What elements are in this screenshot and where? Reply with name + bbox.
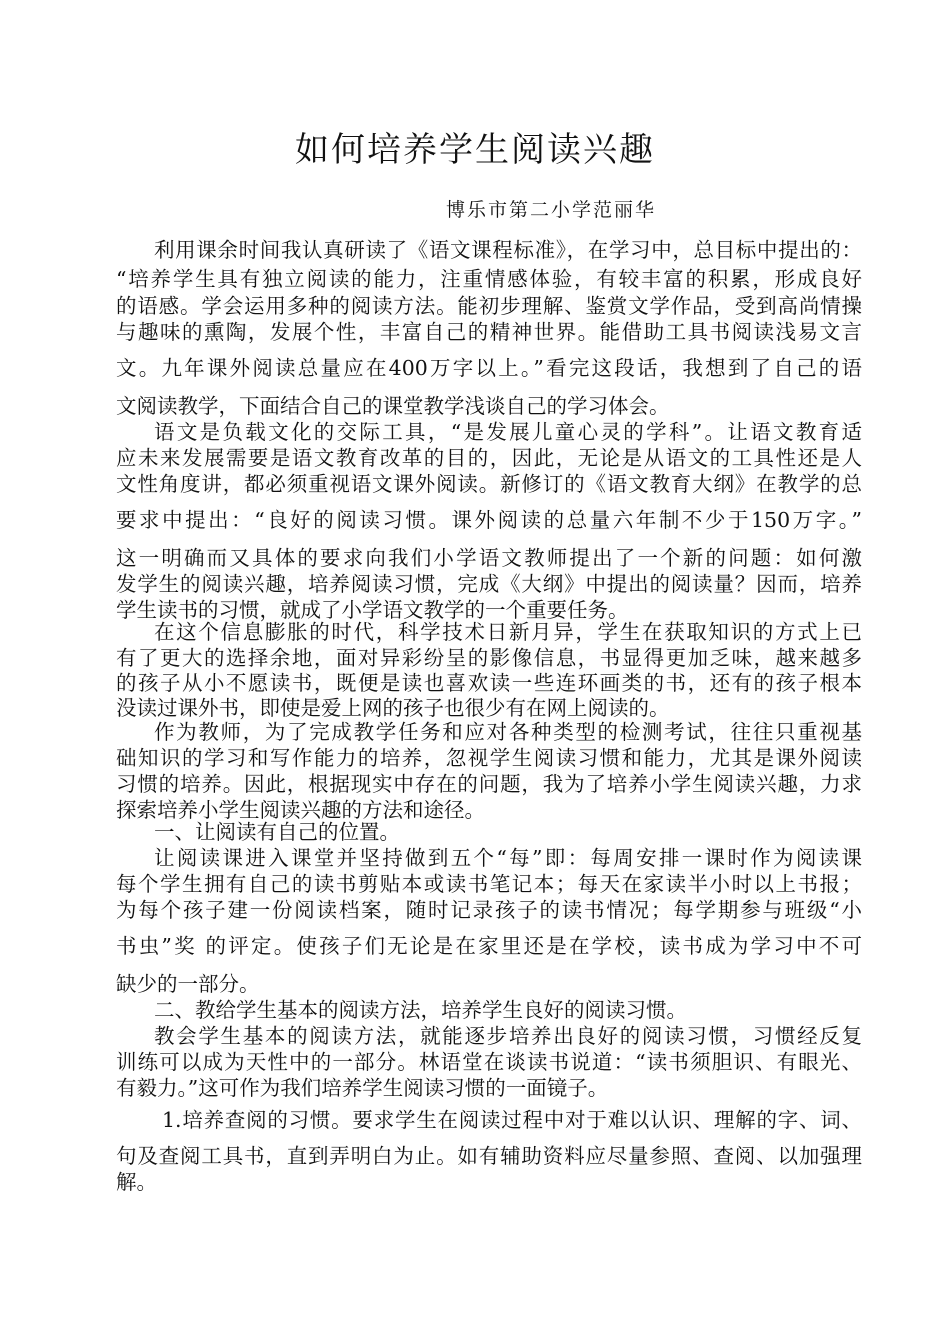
text-line: 书虫”奖 的评定。使孩子们无论是在家里还是在学校，读书成为学习中不可 [116,934,862,958]
text-line: 让阅读课进入课堂并坚持做到五个“每”即：每周安排一课时作为阅读课 [154,846,862,870]
section-heading: 二、教给学生基本的阅读方法，培养学生良好的阅读习惯。 [154,998,687,1022]
text-line: 利用课余时间我认真研读了《语文课程标准》，在学习中，总目标中提出的： [154,238,862,262]
text-line: 1.培养查阅的习惯。要求学生在阅读过程中对于难以认识、理解的字、词、 [162,1108,862,1132]
text-line: 应未来发展需要是语文教育改革的目的，因此，无论是从语文的工具性还是人 [116,446,862,470]
text-line: 有了更大的选择余地，面对异彩纷呈的影像信息，书显得更加乏味，越来越多 [116,646,862,670]
document-title: 如何培养学生阅读兴趣 [295,130,655,170]
text-line: 的孩子从小不愿读书，既便是读也喜欢读一些连环画类的书，还有的孩子根本 [116,671,862,695]
text-line: 要求中提出：“良好的阅读习惯。课外阅读的总量六年制不少于150万字。” [116,508,862,532]
text-line: 为每个孩子建一份阅读档案，随时记录孩子的读书情况；每学期参与班级“小 [116,898,862,922]
text-line: 习惯的培养。因此，根据现实中存在的问题，我为了培养小学生阅读兴趣，力求 [116,772,862,796]
document-author: 博乐市第二小学范丽华 [446,199,657,221]
text-line: 教会学生基本的阅读方法，就能逐步培养出良好的阅读习惯，习惯经反复 [154,1024,862,1048]
text-line: 这一明确而又具体的要求向我们小学语文教师提出了一个新的问题：如何激 [116,546,862,570]
text-line: 文阅读教学，下面结合自己的课堂教学浅谈自己的学习体会。 [116,394,670,418]
text-line: 发学生的阅读兴趣，培养阅读习惯，完成《大纲》中提出的阅读量？因而，培养 [116,572,862,596]
text-line: 与趣味的熏陶，发展个性，丰富自己的精神世界。能借助工具书阅读浅易文言 [116,320,862,344]
text-line: 缺少的一部分。 [116,972,260,996]
text-line: 作为教师，为了完成教学任务和应对各种类型的检测考试，往往只重视基 [154,720,862,744]
text-line: 在这个信息膨胀的时代，科学技术日新月异，学生在获取知识的方式上已 [154,620,862,644]
text-line: 句及查阅工具书，直到弄明白为止。如有辅助资料应尽量参照、查阅、以加强理 [116,1144,862,1168]
text-line: 文。九年课外阅读总量应在400万字以上。”看完这段话，我想到了自己的语 [116,356,862,380]
text-line: 的语感。学会运用多种的阅读方法。能初步理解、鉴赏文学作品，受到高尚情操 [116,294,862,318]
text-line: 语文是负载文化的交际工具，“是发展儿童心灵的学科”。让语文教育适 [154,420,862,444]
text-line: 训练可以成为天性中的一部分。林语堂在谈读书说道：“读书须胆识、有眼光、 [116,1050,862,1074]
text-line: 有毅力。”这可作为我们培养学生阅读习惯的一面镜子。 [116,1076,609,1100]
section-heading: 一、让阅读有自己的位置。 [154,820,400,844]
text-line: 学生读书的习惯，就成了小学语文教学的一个重要任务。 [116,598,629,622]
text-line: 础知识的学习和写作能力的培养，忽视学生阅读习惯和能力，尤其是课外阅读 [116,746,862,770]
text-line: “培养学生具有独立阅读的能力，注重情感体验，有较丰富的积累，形成良好 [116,267,862,291]
text-line: 没读过课外书，即使是爱上网的孩子也很少有在网上阅读的。 [116,696,670,720]
text-line: 探索培养小学生阅读兴趣的方法和途径。 [116,798,485,822]
text-line: 解。 [116,1170,157,1194]
text-line: 每个学生拥有自己的读书剪贴本或读书笔记本；每天在家读半小时以上书报； [116,872,862,896]
text-line: 文性角度讲，都必须重视语文课外阅读。新修订的《语文教育大纲》在教学的总 [116,472,862,496]
